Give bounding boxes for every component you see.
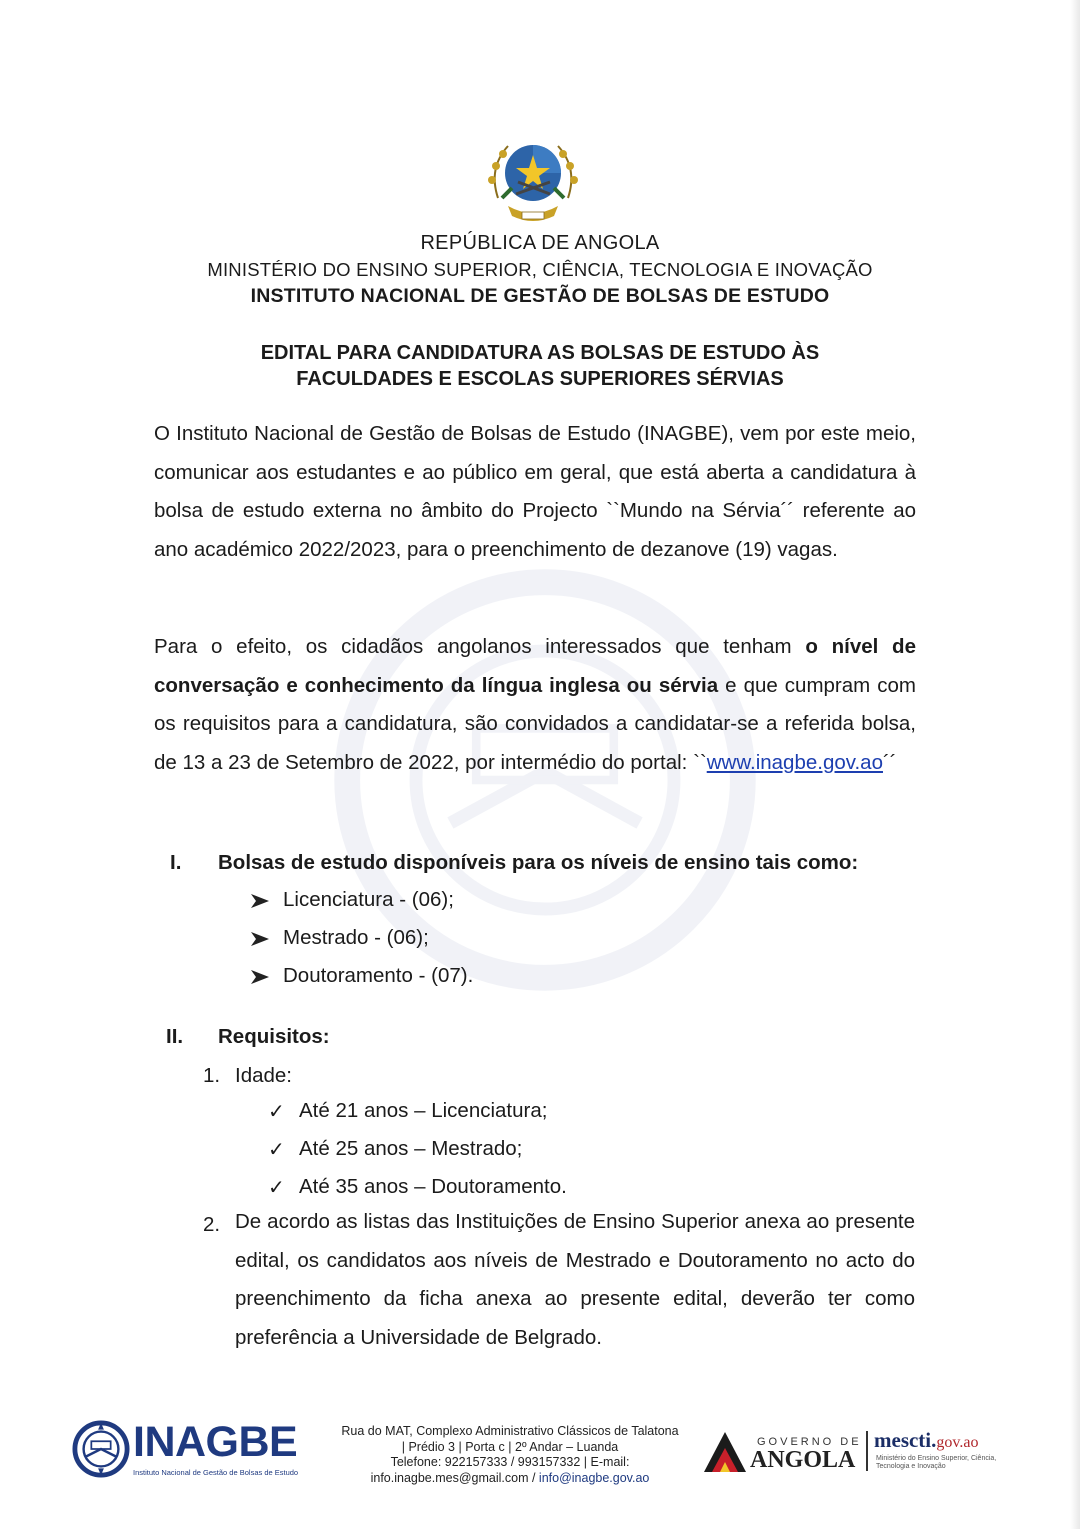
- section1-heading: Bolsas de estudo disponíveis para os níveis de ensino tais como:: [218, 851, 859, 874]
- inagbe-logo-text: INAGBE: [133, 1418, 298, 1466]
- quote-open: ``: [693, 750, 707, 774]
- address-emails: [330, 1471, 690, 1487]
- governo-angola-logo-icon: [700, 1430, 750, 1472]
- level-item-licenciatura: Licenciatura - (06);: [283, 888, 454, 911]
- checkmark-icon: ✓: [268, 1177, 285, 1199]
- requirement1-number: 1.: [203, 1064, 221, 1087]
- arrow-bullet-icon: [250, 893, 270, 909]
- eligibility-text-1: Para o efeito, os cidadãos angolanos interessados que tenham: [154, 635, 806, 658]
- angola-text: ANGOLA: [750, 1447, 856, 1473]
- inagbe-logo-subtitle: Instituto Nacional de Gestão de Bolsas de Estudo: [133, 1468, 299, 1477]
- document-title-line1: EDITAL PARA CANDIDATURA AS BOLSAS DE ESTUDO ÀS: [260, 342, 820, 364]
- age-limit-mestrado: Até 25 anos – Mestrado;: [299, 1137, 523, 1160]
- section2-numeral: II.: [166, 1025, 184, 1048]
- intro-paragraph: O Instituto Nacional de Gestão de Bolsas de Estudo (INAGBE), vem por este meio, comunicar aos estudantes e ao público em geral, que está aberta a candidatura à bolsa de estudo externa no âmbito do Projecto ``Mundo na Sérvia´´ referente ao ano académico 2022/2023, para o preenchimento de dezanove (19) vagas.: [154, 422, 916, 561]
- institute-heading: INSTITUTO NACIONAL DE GESTÃO DE BOLSAS DE ESTUDO: [250, 285, 830, 307]
- address-line3: Telefone: 922157333 / 993157332 | E-mail:: [390, 1455, 630, 1469]
- section2-heading: Requisitos:: [218, 1025, 330, 1048]
- level-item-mestrado: Mestrado - (06);: [283, 926, 429, 949]
- email-gmail[interactable]: info.inagbe.mes@gmail.com: [370, 1470, 529, 1485]
- quote-close: ´´: [882, 750, 897, 774]
- mescti-logo: [874, 1428, 978, 1453]
- email-separator: /: [528, 1470, 539, 1485]
- portal-link[interactable]: www.inagbe.gov.ao: [706, 750, 883, 774]
- arrow-bullet-icon: [250, 969, 270, 985]
- email-inagbe[interactable]: info@inagbe.gov.ao: [538, 1470, 650, 1485]
- requirement2-text: De acordo as listas das Instituições de Ensino Superior anexa ao presente edital, os candidatos aos níveis de Mestrado e Doutoramento no acto do preenchimento da ficha anexa ao presente edital, deverão ter como preferência a Universidade de Belgrado.: [235, 1210, 915, 1349]
- mescti-name: mescti.: [874, 1428, 937, 1452]
- level-item-doutoramento: Doutoramento - (07).: [283, 964, 474, 987]
- address-line1: Rua do MAT, Complexo Administrativo Clássicos de Talatona: [341, 1424, 679, 1438]
- footer-address: [330, 1424, 690, 1486]
- governo-de-text: GOVERNO DE: [757, 1436, 862, 1448]
- requirement1-label: Idade:: [235, 1064, 292, 1087]
- country-heading: REPÚBLICA DE ANGOLA: [420, 232, 660, 254]
- address-line2: | Prédio 3 | Porta c | 2º Andar – Luanda: [401, 1439, 619, 1454]
- mescti-domain: gov.ao: [936, 1434, 979, 1451]
- checkmark-icon: ✓: [268, 1101, 285, 1123]
- inagbe-emblem-icon: [72, 1420, 130, 1478]
- age-limit-doutoramento: Até 35 anos – Doutoramento.: [299, 1175, 567, 1198]
- footer-divider: [866, 1431, 868, 1471]
- angola-coat-of-arms-icon: [478, 128, 588, 238]
- page-edge-shadow: [1070, 0, 1080, 1529]
- eligibility-language-requirement: o nível de conversação e conhecimento da língua inglesa ou sérvia: [154, 635, 916, 697]
- section1-numeral: I.: [170, 851, 182, 874]
- mescti-subtitle: Ministério do Ensino Superior, Ciência, Tecnologia e Inovação: [876, 1455, 997, 1470]
- eligibility-paragraph: [154, 628, 916, 782]
- checkmark-icon: ✓: [268, 1139, 285, 1161]
- eligibility-text-2: e que cumpram com os requisitos para a candidatura, são convidados a candidatar-se a referida bolsa, de 13 a 23 de Setembro de 2022, por intermédio do portal:: [154, 673, 916, 774]
- age-limit-licenciatura: Até 21 anos – Licenciatura;: [299, 1099, 548, 1122]
- ministry-heading: MINISTÉRIO DO ENSINO SUPERIOR, CIÊNCIA, TECNOLOGIA E INOVAÇÃO: [207, 259, 873, 280]
- document-title-line2: FACULDADES E ESCOLAS SUPERIORES SÉRVIAS: [296, 368, 784, 390]
- requirement2-number: 2.: [203, 1213, 221, 1236]
- arrow-bullet-icon: [250, 931, 270, 947]
